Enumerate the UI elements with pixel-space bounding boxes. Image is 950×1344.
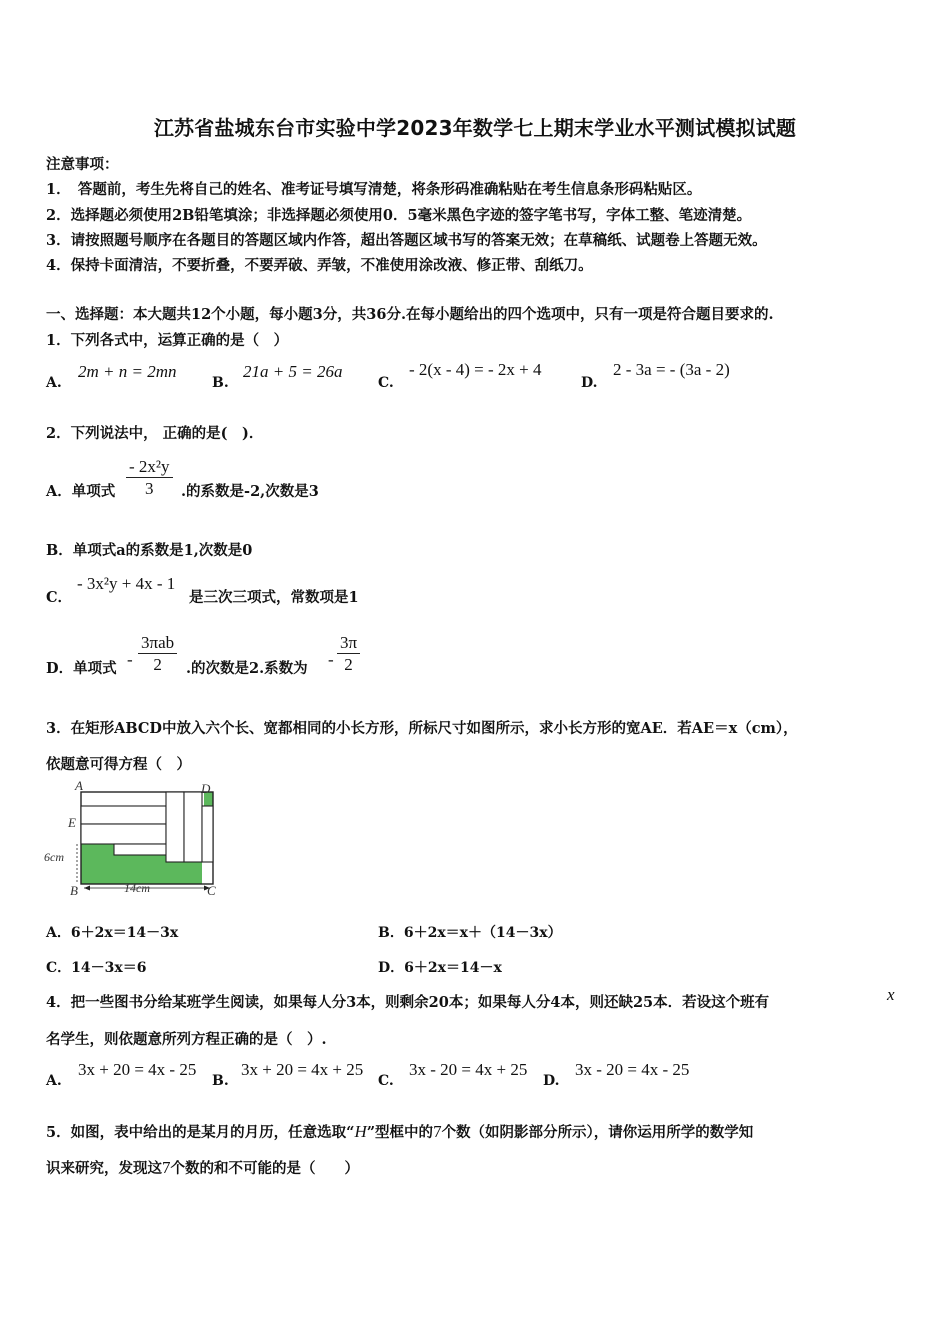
option-a-fraction xyxy=(126,456,173,500)
notice-item: 1． 答题前，考生先将自己的姓名、准考证号填写清楚，将条形码准确粘贴在考生信息条形码粘贴区。 xyxy=(46,181,702,198)
fraction-denominator: 3 xyxy=(145,479,154,499)
option-c: C．14－3x＝6 xyxy=(46,960,147,976)
option-a-expression: 2m + n = 2mn xyxy=(78,362,177,381)
point-label-a: A xyxy=(75,780,83,793)
number-seven: 7 xyxy=(433,1122,442,1141)
option-b-equation: 3x + 20 = 4x + 25 xyxy=(241,1060,364,1079)
option-d: D．6＋2x＝14－x xyxy=(378,960,502,976)
fraction-numerator: 3π xyxy=(337,632,360,654)
minus-sign: - xyxy=(127,650,133,669)
notice-item: 3．请按照题号顺序在各题目的答题区域内作答，超出答题区域书写的答案无效；在草稿纸、试题卷上答题无效。 xyxy=(46,232,767,249)
option-label: C. xyxy=(378,375,394,391)
fraction-numerator: - 2x²y xyxy=(126,456,173,478)
stem-text: 个数（如阴影部分所示），请你运用所学的数学知 xyxy=(441,1124,754,1141)
fraction-denominator: 2 xyxy=(344,655,353,675)
option-label: A. xyxy=(46,1073,62,1089)
page-title: 江苏省盐城东台市实验中学2023年数学七上期末学业水平测试模拟试题 xyxy=(153,116,797,140)
height-dimension-label: 6cm xyxy=(44,850,64,864)
option-d-middle: .的次数是2.系数为 xyxy=(186,660,308,677)
point-label-c: C xyxy=(207,883,216,898)
question-5-stem-line2 xyxy=(46,1157,359,1178)
option-b-expression: 21a + 5 = 26a xyxy=(243,362,343,381)
option-label: D. xyxy=(581,375,598,391)
stem-text: ”型框中的 xyxy=(366,1124,434,1141)
question-3-stem: 3．在矩形ABCD中放入六个长、宽都相同的小长方形，所标尺寸如图所示，求小长方形的宽AE．若AE＝x（cm）， xyxy=(46,720,798,737)
option-label: B. xyxy=(212,1073,229,1089)
stem-text: 识来研究，发现这 xyxy=(46,1160,162,1177)
question-4-stem-line2: 名学生，则依题意所列方程正确的是（ ）. xyxy=(46,1031,327,1048)
option-a-prefix: A．单项式 xyxy=(46,483,116,500)
option-d-expression: 2 - 3a = - (3a - 2) xyxy=(613,360,730,379)
rectangle-figure xyxy=(44,780,224,900)
option-d-equation: 3x - 20 = 4x - 25 xyxy=(575,1060,690,1079)
option-a-suffix: .的系数是-2,次数是3 xyxy=(181,483,319,500)
variable-x: x xyxy=(887,985,895,1004)
minus-sign: - xyxy=(328,650,334,669)
point-label-d: D xyxy=(201,781,211,796)
fraction-denominator: 2 xyxy=(153,655,162,675)
option-label: A. xyxy=(46,375,62,391)
option-c-expression: - 2(x - 4) = - 2x + 4 xyxy=(409,360,542,379)
point-label-b: B xyxy=(70,883,78,898)
letter-h: H xyxy=(354,1122,367,1141)
section-heading: 一、选择题：本大题共12个小题，每小题3分，共36分.在每小题给出的四个选项中，只有一项是符合题目要求的. xyxy=(46,306,774,323)
notice-item: 4．保持卡面清洁，不要折叠，不要弄破、弄皱，不准使用涂改液、修正带、刮纸刀。 xyxy=(46,257,593,274)
option-c-suffix: 是三次三项式，常数项是1 xyxy=(189,589,359,606)
question-2-stem: 2．下列说法中， 正确的是( )． xyxy=(46,425,264,442)
option-a-equation: 3x + 20 = 4x - 25 xyxy=(78,1060,197,1079)
option-label: B. xyxy=(212,375,229,391)
option-b: B．6＋2x＝x＋（14－3x） xyxy=(378,925,562,941)
notice-item: 2．选择题必须使用2B铅笔填涂；非选择题必须使用0．5毫米黑色字迹的签字笔书写，字体工整、笔迹清楚。 xyxy=(46,207,752,224)
option-c-expression: - 3x²y + 4x - 1 xyxy=(77,574,176,593)
option-c-equation: 3x - 20 = 4x + 25 xyxy=(409,1060,528,1079)
option-c-prefix: C． xyxy=(46,589,73,606)
option-d-coefficient-fraction xyxy=(337,632,360,676)
question-3-stem-line2: 依题意可得方程（ ） xyxy=(46,756,191,773)
question-5-stem xyxy=(46,1121,753,1142)
point-label-e: E xyxy=(68,815,76,830)
option-a: A．6＋2x＝14－3x xyxy=(46,925,179,941)
option-d-fraction xyxy=(138,632,177,676)
option-b-text: B．单项式a的系数是1,次数是0 xyxy=(46,542,253,559)
stem-text: 个数的和不可能的是（ ） xyxy=(170,1160,359,1177)
question-4-stem: 4．把一些图书分给某班学生阅读，如果每人分3本，则剩余20本；如果每人分4本，则还缺25本．若设这个班有 xyxy=(46,994,770,1011)
notice-heading: 注意事项： xyxy=(46,156,119,173)
width-dimension-label: 14cm xyxy=(124,881,150,895)
number-seven: 7 xyxy=(162,1158,171,1177)
option-label: D. xyxy=(543,1073,560,1089)
fraction-numerator: 3πab xyxy=(138,632,177,654)
stem-text: 5．如图，表中给出的是某月的月历，任意选取“ xyxy=(46,1124,355,1141)
option-label: C. xyxy=(378,1073,394,1089)
option-d-prefix: D．单项式 xyxy=(46,660,117,677)
question-1-stem: 1．下列各式中，运算正确的是（ ） xyxy=(46,332,289,349)
